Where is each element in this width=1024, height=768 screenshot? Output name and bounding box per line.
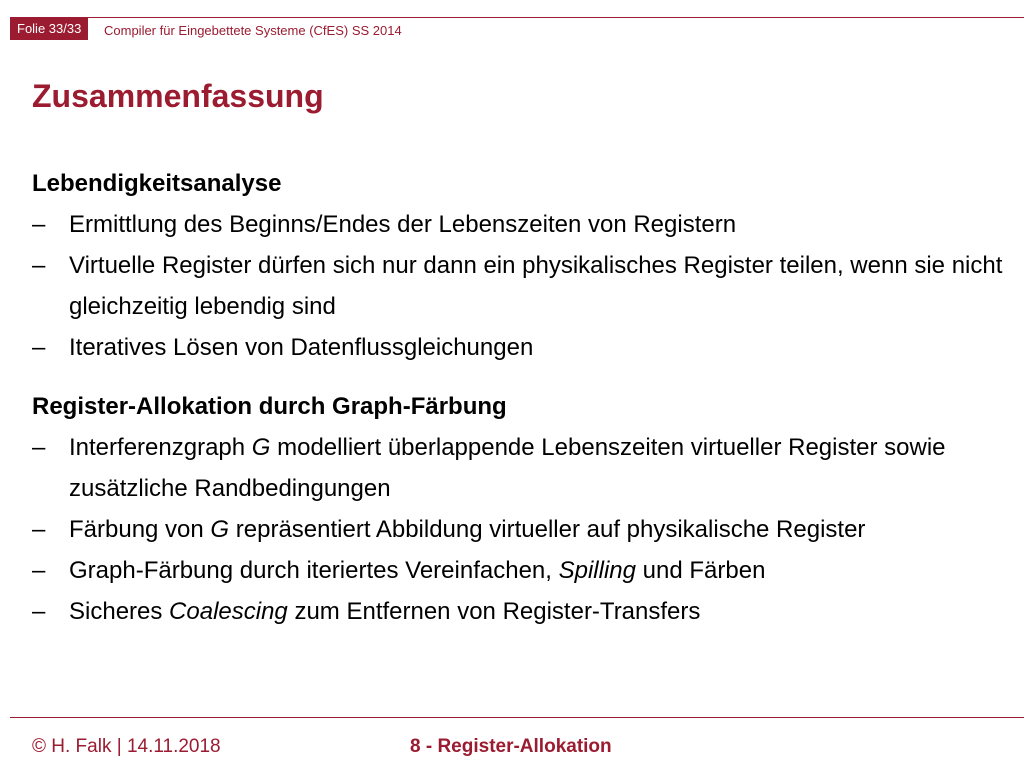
bullet-item — [32, 550, 1012, 591]
bullet-item — [32, 327, 1012, 368]
footer-rule — [10, 717, 1024, 718]
bullet-text: Iteratives Lösen von Datenflussgleichungen — [69, 334, 534, 361]
bullet-dash: – — [32, 557, 46, 584]
bullet-dash: – — [32, 252, 46, 279]
content-section — [32, 163, 1012, 368]
bullet-list — [32, 427, 1012, 632]
bullet-text: Färbung von — [69, 516, 211, 543]
bullet-dash: – — [32, 334, 46, 361]
bullet-text: Sicheres — [69, 598, 170, 625]
bullet-item — [32, 591, 1012, 632]
bullet-item — [32, 509, 1012, 550]
content-section — [32, 386, 1012, 632]
course-title: Compiler für Eingebettete Systeme (CfES) SS 2014 — [104, 23, 402, 38]
bullet-text: modelliert überlappende Lebenszeiten virtueller Register sowie zusätzliche Randbedingungen — [69, 434, 946, 502]
bullet-item — [32, 427, 1012, 509]
bullet-dash: – — [32, 598, 46, 625]
bullet-item — [32, 245, 1012, 327]
bullet-text: Interferenzgraph — [69, 434, 252, 461]
emphasized-term: Spilling — [558, 557, 636, 584]
slide-number-badge: Folie 33/33 — [10, 18, 88, 40]
bullet-text: repräsentiert Abbildung virtueller auf physikalische Register — [229, 516, 866, 543]
emphasized-term: G — [210, 516, 230, 543]
bullet-dash: – — [32, 434, 46, 461]
section-heading: Lebendigkeitsanalyse — [32, 170, 282, 197]
bullet-text: zum Entfernen von Register-Transfers — [287, 598, 701, 625]
bullet-dash: – — [32, 516, 46, 543]
bullet-text: Ermittlung des Beginns/Endes der Lebenszeiten von Registern — [69, 211, 737, 238]
bullet-text: und Färben — [636, 557, 766, 584]
header-rule — [10, 17, 1024, 18]
section-heading: Register-Allokation durch Graph-Färbung — [32, 393, 507, 420]
bullet-dash: – — [32, 211, 46, 238]
bullet-text: Graph-Färbung durch iteriertes Vereinfachen, — [69, 557, 559, 584]
slide-content — [32, 163, 1012, 632]
bullet-item — [32, 204, 1012, 245]
bullet-text: Virtuelle Register dürfen sich nur dann ein physikalisches Register teilen, wenn sie nicht gleichzeitig lebendig sind — [69, 252, 1003, 320]
slide-title: Zusammenfassung — [32, 78, 324, 114]
footer-chapter: 8 - Register-Allokation — [410, 736, 612, 757]
emphasized-term: Coalescing — [169, 598, 288, 625]
emphasized-term: G — [251, 434, 271, 461]
bullet-list — [32, 204, 1012, 368]
footer-author-date: © H. Falk | 14.11.2018 — [32, 736, 221, 757]
